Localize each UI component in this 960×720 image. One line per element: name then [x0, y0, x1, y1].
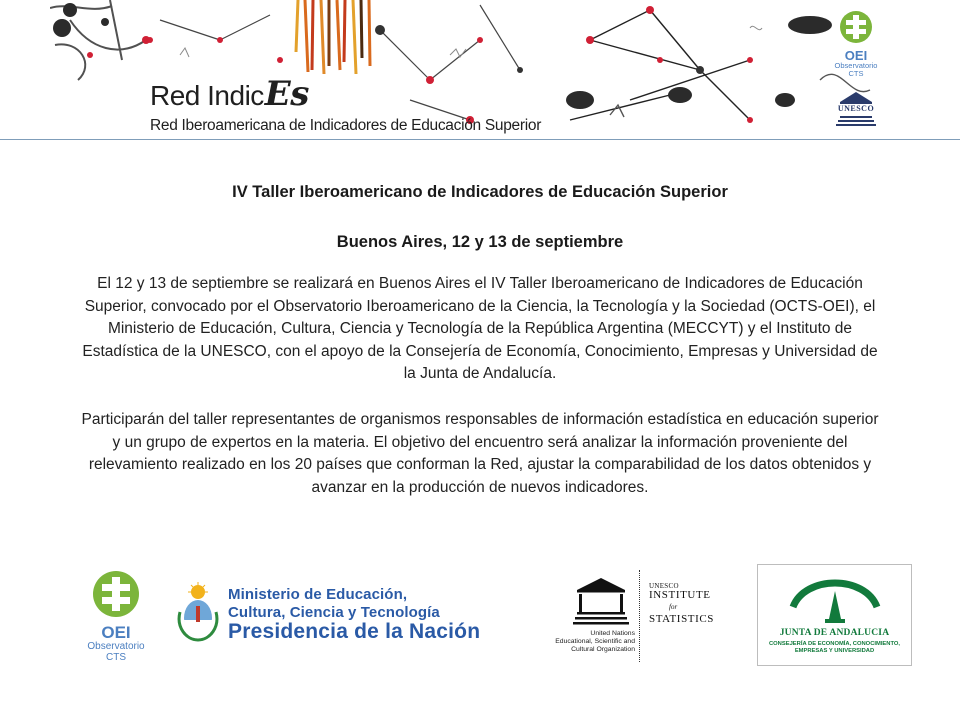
- oei-emblem-icon: [839, 10, 873, 44]
- brand-suffix: Es: [264, 74, 309, 114]
- uis-institute-label: INSTITUTE: [649, 589, 711, 601]
- logo-divider: [639, 570, 640, 662]
- oei-label: OEI: [101, 623, 131, 642]
- header-banner: [0, 0, 960, 140]
- oei-logo-footer: [82, 570, 150, 663]
- unesco-logo-header: [834, 90, 878, 128]
- unesco-desc-line-3: Cultural Organization: [571, 646, 635, 653]
- unesco-desc-line-1: United Nations: [590, 630, 635, 637]
- oei-sub-cts: CTS: [848, 69, 864, 78]
- ministerio-logo: [174, 582, 524, 644]
- ministerio-line-1: Ministerio de Educación,: [228, 586, 408, 603]
- oei-sub-observatorio: Observatorio: [87, 641, 145, 652]
- oei-emblem-icon: [92, 570, 140, 618]
- junta-arch-icon: [785, 569, 885, 627]
- oei-sub-observatorio: Observatorio: [834, 61, 878, 70]
- header-divider: [0, 139, 960, 140]
- oei-logo-header: [832, 10, 880, 78]
- unesco-temple-icon: [573, 578, 629, 630]
- junta-andalucia-logo: [757, 564, 912, 666]
- junta-desc-line-1: CONSEJERÍA DE ECONOMÍA, CONOCIMIENTO,: [768, 641, 901, 647]
- uis-statistics-label: STATISTICS: [649, 613, 715, 625]
- junta-name: JUNTA DE ANDALUCIA: [779, 628, 890, 638]
- unesco-description: [545, 630, 635, 654]
- brand-subtitle: Red Iberoamericana de Indicadores de Educación Superior: [150, 117, 542, 134]
- unesco-wordmark: UNESCO: [837, 104, 875, 113]
- brand-name: Red Indic: [150, 80, 264, 111]
- junta-desc-line-2: EMPRESAS Y UNIVERSIDAD: [794, 648, 875, 654]
- uis-for-label: for: [669, 603, 678, 611]
- brand-title: [150, 74, 309, 114]
- junta-description: [758, 641, 911, 655]
- paragraph-announcement: El 12 y 13 de septiembre se realizará en Buenos Aires el IV Taller Iberoamericano de Indicadores de Educación Superior, convocado por el Observatorio Iberoamericano de la Ciencia, la Tecnología y la Sociedad (OCTS-OEI), el Ministerio de Educación, Cultura, Ciencia y Tecnología de la República Argentina (MECCYT) y el Instituto de Estadística de la UNESCO, con el apoyo de la Consejería de Economía, Conocimiento, Empresas y Universidad de la Junta de Andalucía.: [82, 275, 878, 383]
- oei-label: OEI: [844, 48, 868, 63]
- paragraph-objectives: Participarán del taller representantes de organismos responsables de información estadística en educación superior y un grupo de expertos en la materia. El objetivo del encuentro será analizar la información proveniente del relevamiento realizado en los 20 países que conforman la Red, ajustar la comparabilidad de los datos obtenidos y avanzar en la producción de nuevos indicadores.: [81, 411, 879, 496]
- ministerio-line-2: Cultura, Ciencia y Tecnología: [228, 604, 440, 621]
- event-title: IV Taller Iberoamericano de Indicadores de Educación Superior: [232, 183, 728, 201]
- event-place-date: Buenos Aires, 12 y 13 de septiembre: [336, 233, 624, 251]
- presidencia-line: Presidencia de la Nación: [228, 620, 481, 643]
- argentina-coat-of-arms-icon: [176, 582, 220, 642]
- unesco-desc-line-2: Educational, Scientific and: [555, 638, 635, 645]
- oei-sub-cts: CTS: [106, 652, 126, 663]
- uis-unesco-label: UNESCO: [649, 582, 679, 590]
- unesco-uis-logo: [545, 570, 715, 660]
